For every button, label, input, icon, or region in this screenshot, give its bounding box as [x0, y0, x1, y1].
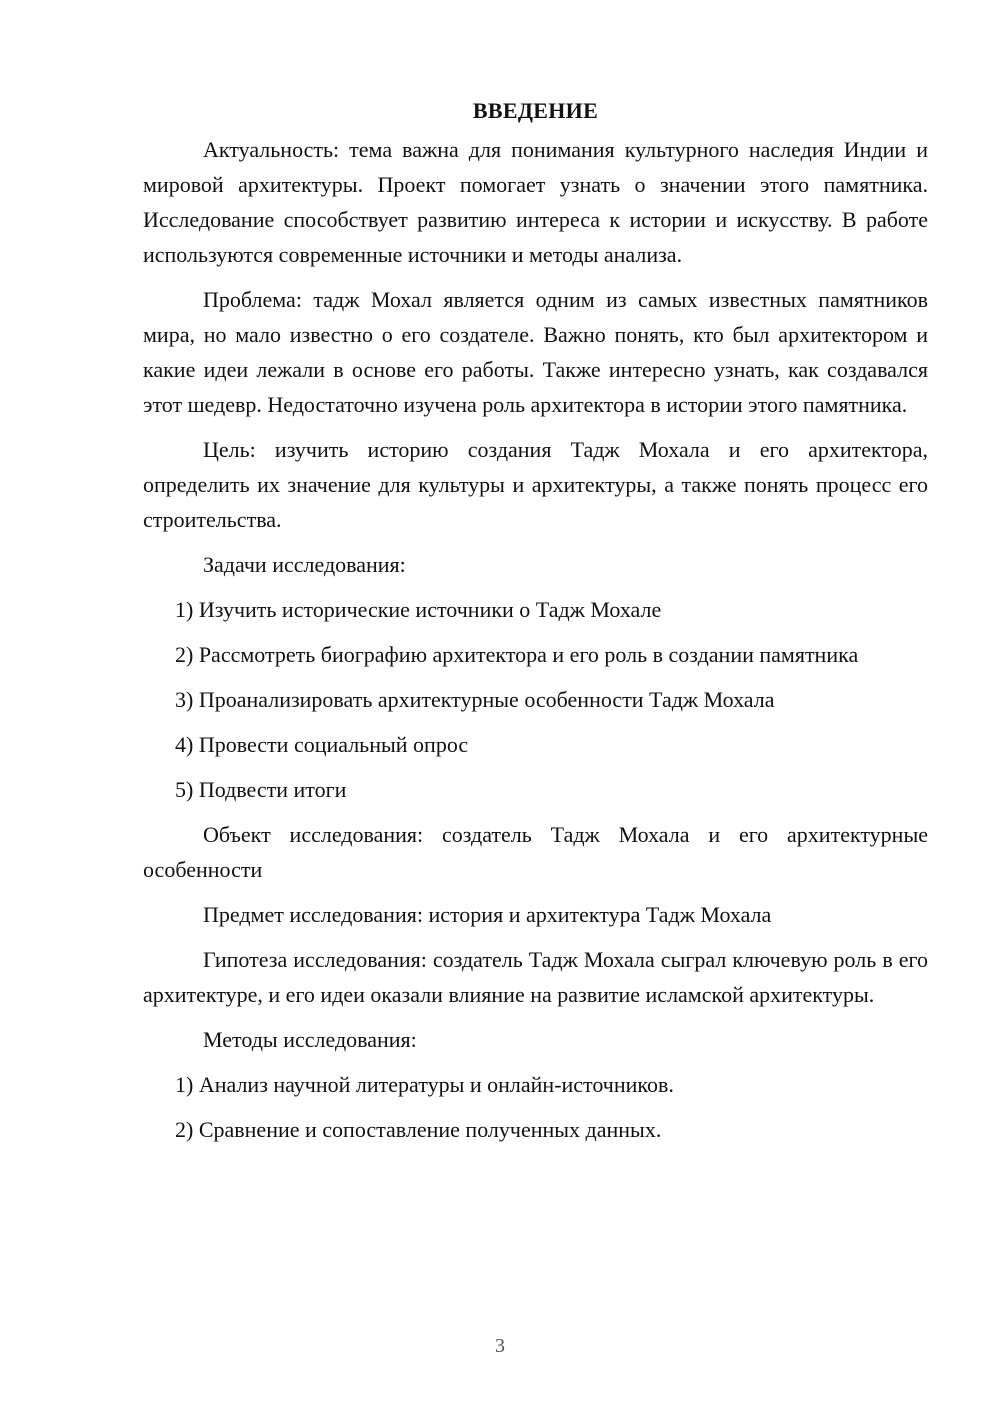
page-number: 3	[495, 1335, 505, 1357]
section-title: ВВЕДЕНИЕ	[472, 98, 599, 123]
list-item-task-1: 1) Изучить исторические источники о Тадж Мохале	[175, 597, 662, 622]
list-item-task-3: 3) Проанализировать архитектурные особенности Тадж Мохала	[175, 687, 775, 712]
list-item-task-5: 5) Подвести итоги	[175, 777, 347, 802]
list-item-method-1: 1) Анализ научной литературы и онлайн-источников.	[175, 1072, 674, 1097]
paragraph-object: Объект исследования: создатель Тадж Мохала и его архитектурные особенности	[143, 822, 928, 882]
paragraph-tasks-heading: Задачи исследования:	[203, 552, 406, 577]
paragraph-hypothesis: Гипотеза исследования: создатель Тадж Мохала сыграл ключевую роль в его архитектуре, и его идеи оказали влияние на развитие исламской архитектуры.	[143, 947, 928, 1007]
paragraph-goal: Цель: изучить историю создания Тадж Мохала и его архитектора, определить их значение для культуры и архитектуры, а также понять процесс его строительства.	[143, 437, 928, 532]
list-item-task-4: 4) Провести социальный опрос	[175, 732, 469, 757]
list-item-task-2: 2) Рассмотреть биографию архитектора и его роль в создании памятника	[175, 642, 859, 667]
paragraph-methods-heading: Методы исследования:	[203, 1027, 417, 1052]
list-item-method-2: 2) Сравнение и сопоставление полученных данных.	[175, 1117, 662, 1142]
paragraph-relevance: Актуальность: тема важна для понимания культурного наследия Индии и мировой архитектуры. Проект помогает узнать о значении этого памятника. Исследование способствует развитию интереса к истории и искусству. В работе используются современные источники и методы анализа.	[143, 137, 928, 267]
paragraph-subject: Предмет исследования: история и архитектура Тадж Мохала	[203, 902, 772, 927]
paragraph-problem: Проблема: тадж Мохал является одним из самых известных памятников мира, но мало известно о его создателе. Важно понять, кто был архитектором и какие идеи лежали в основе его работы. Также интересно узнать, как создавался этот шедевр. Недостаточно изучена роль архитектора в истории этого памятника.	[143, 287, 928, 417]
page-content	[143, 96, 928, 1157]
